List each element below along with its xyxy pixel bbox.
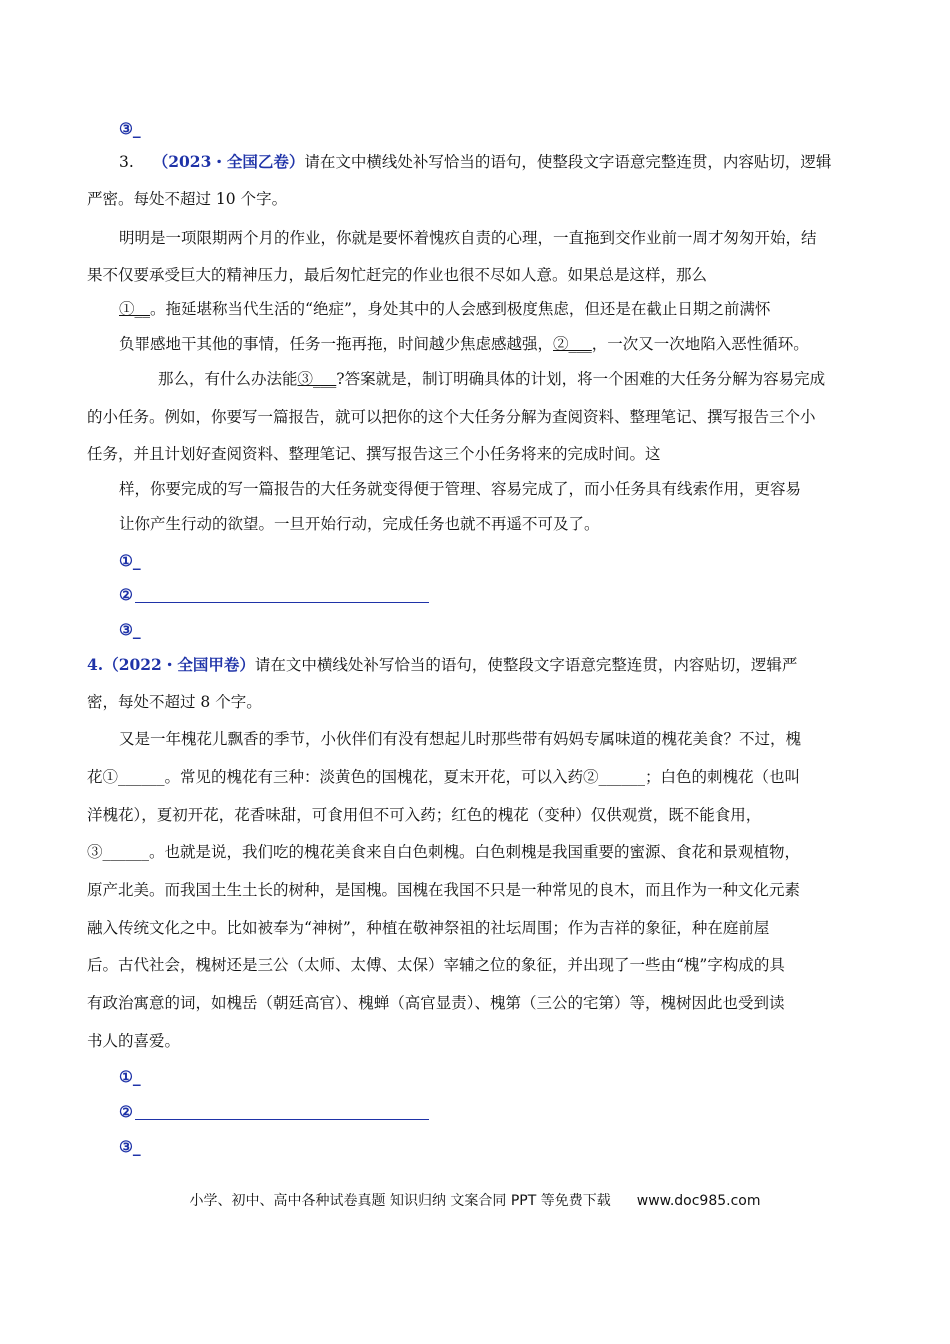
q3-para1-line-4-end: ，一次又一次地陷入恶性循环。 (591, 335, 809, 353)
q4-answer-2-label: ② (119, 1102, 133, 1121)
q4-number: 4. (87, 655, 104, 674)
footer-url[interactable]: www.doc985.com (636, 1193, 761, 1209)
q3-para2-line-1-end: ?答案就是，制订明确具体的计划，将一个困难的大任务分解为容易完成 (336, 370, 826, 388)
q4-para-line-5: 原产北美。而我国土生土长的树种，是国槐。国槐在我国不只是一种常见的良木，而且作为一种文化元素 (87, 881, 801, 899)
q4-answer-1[interactable]: ①_ (119, 1067, 141, 1086)
q4-answer-2[interactable] (119, 1101, 429, 1123)
q4-prompt-text: 请在文中横线处补写恰当的语句，使整段文字语意完整连贯，内容贴切，逻辑严 (254, 656, 798, 674)
q3-answer-3[interactable]: ③_ (119, 620, 141, 639)
q3-blank-1[interactable]: ①__ (119, 300, 151, 318)
q3-para1-line-1: 明明是一项限期两个月的作业，你就是要怀着愧疚自责的心理，一直拖到交作业前一周才匆匆开始，结 (119, 229, 817, 247)
q4-para-line-3: 洋槐花），夏初开花，花香味甜，可食用但不可入药；红色的槐花（变种）仅供观赏，既不能食用， (87, 806, 762, 824)
q4-prompt-line-2: 密，每处不超过 8 个字。 (87, 693, 262, 711)
q4-para-line-6: 融入传统文化之中。比如被奉为“神树”，种植在敬神祭祖的社坛周围；作为吉祥的象征，种在庭前屋 (87, 919, 770, 937)
q4-source: （2022・全国甲卷） (103, 655, 255, 674)
q3-para2-line-1 (158, 368, 825, 390)
page-footer (0, 1190, 950, 1212)
q3-para2-line-4: 样，你要完成的写一篇报告的大任务就变得便于管理、容易完成了，而小任务具有线索作用，更容易 (119, 480, 802, 498)
q3-answer-2[interactable] (119, 584, 429, 606)
q4-para-line-2: 花①______。常见的槐花有三种：淡黄色的国槐花，夏末开花，可以入药②______；白色的刺槐花（也叫 (87, 768, 801, 786)
q4-para-line-8: 有政治寓意的词，如槐岳（朝廷高官）、槐蝉（高官显责）、槐第（三公的宅第）等，槐树因此也受到读 (87, 994, 785, 1012)
footer-text: 小学、初中、高中各种试卷真题 知识归纳 文案合同 PPT 等免费下载 (189, 1193, 611, 1209)
q3-para2-line-3: 任务，并且计划好查阅资料、整理笔记、撰写报告这三个小任务将来的完成时间。这 (87, 445, 661, 463)
q3-para1-line-2: 果不仅要承受巨大的精神压力，最后匆忙赶完的作业也很不尽如人意。如果总是这样，那么 (87, 266, 708, 284)
q3-para1-line-3 (119, 298, 770, 320)
q4-para-line-4: ③______。也就是说，我们吃的槐花美食来自白色刺槐。白色刺槐是我国重要的蜜源、食花和景观植物， (87, 843, 801, 861)
q3-para2-line-2: 的小任务。例如，你要写一篇报告，就可以把你的这个大任务分解为查阅资料、整理笔记、撰写报告三个小 (87, 408, 816, 426)
q3-answer-2-label: ② (119, 585, 133, 604)
q3-para2-line-1-start: 那么，有什么办法能 (158, 370, 298, 388)
q4-answer-2-underline (135, 1118, 429, 1120)
q3-prompt-line-1 (119, 151, 831, 173)
q3-source: （2023・全国乙卷） (152, 152, 305, 171)
q3-answer-1[interactable]: ①_ (119, 551, 141, 570)
q3-para1-line-3-text: 。拖延堪称当代生活的“绝症”，身处其中的人会感到极度焦虑，但还是在截止日期之前满怀 (150, 300, 771, 318)
q4-prompt-line-1 (87, 654, 797, 676)
q3-para1-line-4-text: 负罪感地干其他的事情，任务一拖再拖，时间越少焦虑感越强， (119, 335, 554, 353)
q3-blank-2[interactable]: ②___ (553, 335, 592, 353)
q4-para-line-7: 后。古代社会，槐树还是三公（太师、太傅、太保）宰辅之位的象征，并出现了一些由“槐”字构成的具 (87, 956, 785, 974)
answer-line-3-previous[interactable]: ③_ (119, 119, 141, 138)
q3-blank-3[interactable]: ③___ (297, 370, 337, 388)
q4-para-line-1: 又是一年槐花儿飘香的季节，小伙伴们有没有想起儿时那些带有妈妈专属味道的槐花美食？不过，槐 (119, 730, 802, 748)
q3-para1-line-4 (119, 333, 809, 355)
q3-prompt-line-2: 严密。每处不超过 10 个字。 (87, 190, 288, 208)
q3-para2-line-5: 让你产生行动的欲望。一旦开始行动，完成任务也就不再遥不可及了。 (119, 515, 600, 533)
q4-para-line-9: 书人的喜爱。 (87, 1032, 181, 1050)
q3-answer-2-underline (135, 601, 429, 603)
q3-number: 3. (119, 153, 134, 171)
q4-answer-3[interactable]: ③_ (119, 1137, 141, 1156)
q3-prompt-text: 请在文中横线处补写恰当的语句，使整段文字语意完整连贯，内容贴切，逻辑 (304, 153, 832, 171)
